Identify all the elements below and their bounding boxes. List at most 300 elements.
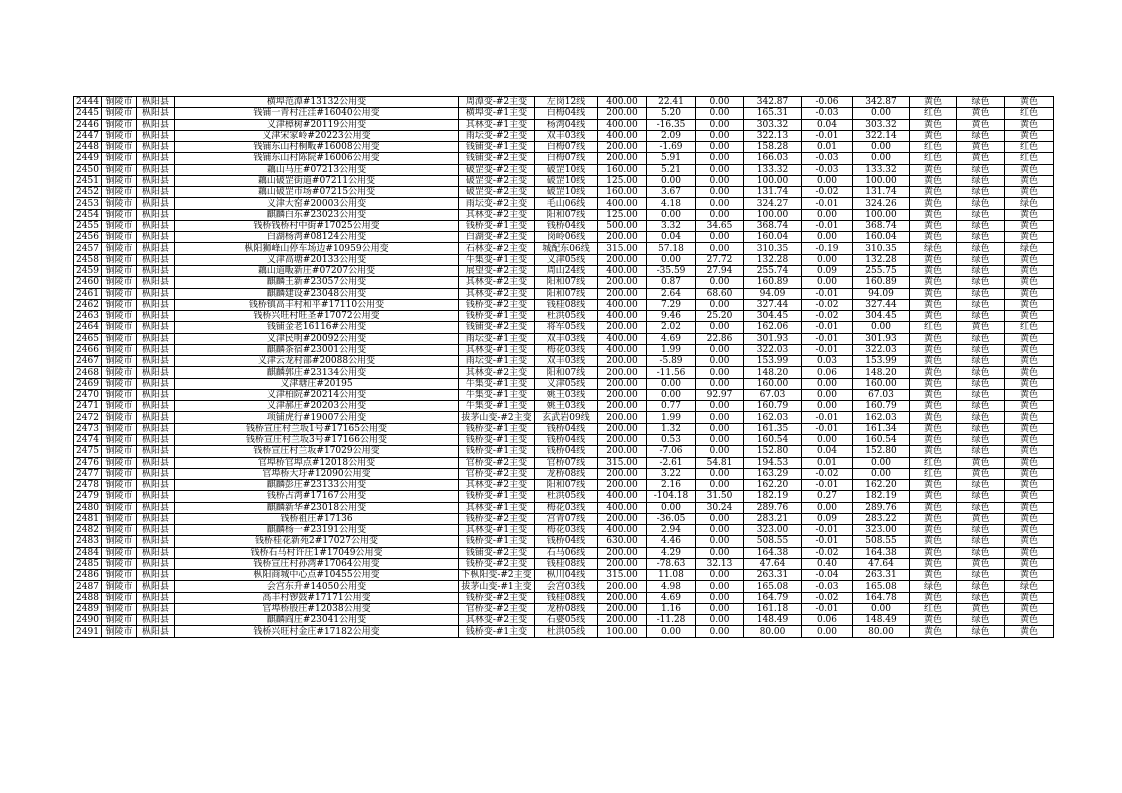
table-row bbox=[74, 491, 1054, 502]
cell-value-b: 0.00 bbox=[696, 513, 744, 524]
cell-row-id: 2458 bbox=[74, 254, 102, 265]
cell-value-a: -11.28 bbox=[647, 615, 696, 626]
cell-status-3: 黄色 bbox=[1005, 513, 1054, 524]
cell-county: 枞阳县 bbox=[137, 389, 175, 400]
table-row bbox=[74, 626, 1054, 637]
cell-status-3: 黄色 bbox=[1005, 603, 1054, 614]
cell-value-d: -0.01 bbox=[802, 333, 853, 344]
cell-transformer-name: 麒麟白东#23023公用变 bbox=[175, 209, 459, 220]
cell-row-id: 2485 bbox=[74, 558, 102, 569]
cell-row-id: 2451 bbox=[74, 175, 102, 186]
cell-feeder: 岗岭06线 bbox=[535, 232, 598, 243]
cell-value-d: -0.01 bbox=[802, 412, 853, 423]
cell-feeder: 周山24线 bbox=[535, 265, 598, 276]
cell-status-2: 绿色 bbox=[957, 570, 1005, 581]
table-row bbox=[74, 130, 1054, 141]
cell-status-1: 黄色 bbox=[910, 367, 957, 378]
cell-status-1: 黄色 bbox=[910, 130, 957, 141]
cell-value-a: 2.64 bbox=[647, 288, 696, 299]
cell-feeder: 姚王03线 bbox=[535, 389, 598, 400]
cell-status-3: 黄色 bbox=[1005, 547, 1054, 558]
cell-value-b: 0.00 bbox=[696, 570, 744, 581]
cell-city: 铜陵市 bbox=[102, 536, 137, 547]
table-row bbox=[74, 502, 1054, 513]
cell-city: 铜陵市 bbox=[102, 389, 137, 400]
cell-value-a: -2.61 bbox=[647, 457, 696, 468]
table-row bbox=[74, 198, 1054, 209]
cell-feeder: 梅花03线 bbox=[535, 502, 598, 513]
cell-transformer-name: 钱桥祖庄#17136 bbox=[175, 513, 459, 524]
cell-value-c: 161.35 bbox=[744, 423, 802, 434]
cell-substation: 雨坛变-#2主变 bbox=[459, 198, 535, 209]
cell-status-3: 黄色 bbox=[1005, 389, 1054, 400]
cell-value-d: -0.03 bbox=[802, 164, 853, 175]
cell-substation: 雨坛变-#2主变 bbox=[459, 130, 535, 141]
cell-value-e: 310.35 bbox=[853, 243, 910, 254]
cell-feeder: 龙桥08线 bbox=[535, 468, 598, 479]
cell-value-c: 322.13 bbox=[744, 130, 802, 141]
cell-status-2: 绿色 bbox=[957, 378, 1005, 389]
cell-status-2: 绿色 bbox=[957, 333, 1005, 344]
table-row bbox=[74, 322, 1054, 333]
table-row bbox=[74, 288, 1054, 299]
cell-county: 枞阳县 bbox=[137, 142, 175, 153]
table-row bbox=[74, 536, 1054, 547]
cell-status-1: 黄色 bbox=[910, 592, 957, 603]
cell-city: 铜陵市 bbox=[102, 412, 137, 423]
cell-row-id: 2448 bbox=[74, 142, 102, 153]
cell-value-b: 0.00 bbox=[696, 277, 744, 288]
cell-feeder: 钱桥04线 bbox=[535, 423, 598, 434]
cell-status-2: 绿色 bbox=[957, 367, 1005, 378]
data-table bbox=[73, 96, 1054, 638]
cell-transformer-name: 钱桥占湾#17167公用变 bbox=[175, 491, 459, 502]
cell-status-1: 黄色 bbox=[910, 198, 957, 209]
table-row bbox=[74, 592, 1054, 603]
cell-substation: 钱铺变-#1主变 bbox=[459, 142, 535, 153]
cell-value-b: 0.00 bbox=[696, 299, 744, 310]
cell-capacity: 315.00 bbox=[598, 570, 647, 581]
cell-value-e: 160.04 bbox=[853, 232, 910, 243]
cell-feeder: 破罡10线 bbox=[535, 164, 598, 175]
cell-status-3: 红色 bbox=[1005, 142, 1054, 153]
cell-value-e: 148.20 bbox=[853, 367, 910, 378]
cell-transformer-name: 钱铺东山村陈院#16006公用变 bbox=[175, 153, 459, 164]
cell-value-e: 67.03 bbox=[853, 389, 910, 400]
cell-value-e: 153.99 bbox=[853, 356, 910, 367]
cell-value-d: 0.04 bbox=[802, 446, 853, 457]
cell-capacity: 200.00 bbox=[598, 254, 647, 265]
cell-feeder: 毛山06线 bbox=[535, 198, 598, 209]
cell-value-e: 131.74 bbox=[853, 187, 910, 198]
cell-city: 铜陵市 bbox=[102, 401, 137, 412]
cell-substation: 钱桥变-#2主变 bbox=[459, 558, 535, 569]
cell-substation: 钱桥变-#1主变 bbox=[459, 536, 535, 547]
cell-substation: 破罡变-#2主变 bbox=[459, 175, 535, 186]
cell-county: 枞阳县 bbox=[137, 277, 175, 288]
cell-transformer-name: 钱桥钱桥村中街#17025公用变 bbox=[175, 220, 459, 231]
cell-value-a: 11.08 bbox=[647, 570, 696, 581]
cell-city: 铜陵市 bbox=[102, 468, 137, 479]
cell-value-a: 3.67 bbox=[647, 187, 696, 198]
cell-value-d: 0.06 bbox=[802, 615, 853, 626]
cell-transformer-name: 钱桥石马村许庄1#17049公用变 bbox=[175, 547, 459, 558]
cell-status-1: 黄色 bbox=[910, 547, 957, 558]
cell-city: 铜陵市 bbox=[102, 277, 137, 288]
cell-value-b: 0.00 bbox=[696, 164, 744, 175]
cell-row-id: 2468 bbox=[74, 367, 102, 378]
cell-feeder: 梅花03线 bbox=[535, 344, 598, 355]
cell-transformer-name: 藕山马庄#07213公用变 bbox=[175, 164, 459, 175]
cell-status-3: 黄色 bbox=[1005, 175, 1054, 186]
cell-status-1: 红色 bbox=[910, 153, 957, 164]
cell-transformer-name: 钱桥宣庄村兰坂3号#17166公用变 bbox=[175, 434, 459, 445]
cell-status-3: 黄色 bbox=[1005, 277, 1054, 288]
cell-substation: 白湖变-#2主变 bbox=[459, 232, 535, 243]
cell-value-c: 162.20 bbox=[744, 480, 802, 491]
cell-substation: 牛集变-#1主变 bbox=[459, 254, 535, 265]
cell-transformer-name: 义津塘庄#20195 bbox=[175, 378, 459, 389]
cell-value-d: -0.02 bbox=[802, 547, 853, 558]
cell-row-id: 2478 bbox=[74, 480, 102, 491]
cell-status-1: 红色 bbox=[910, 142, 957, 153]
cell-row-id: 2477 bbox=[74, 468, 102, 479]
cell-value-a: 4.29 bbox=[647, 547, 696, 558]
cell-value-d: -0.01 bbox=[802, 198, 853, 209]
cell-status-3: 黄色 bbox=[1005, 446, 1054, 457]
cell-value-c: 67.03 bbox=[744, 389, 802, 400]
cell-status-2: 绿色 bbox=[957, 344, 1005, 355]
cell-status-3: 黄色 bbox=[1005, 220, 1054, 231]
cell-row-id: 2464 bbox=[74, 322, 102, 333]
cell-status-3: 黄色 bbox=[1005, 130, 1054, 141]
cell-status-2: 绿色 bbox=[957, 311, 1005, 322]
cell-capacity: 400.00 bbox=[598, 525, 647, 536]
cell-feeder: 义津05线 bbox=[535, 378, 598, 389]
cell-status-3: 绿色 bbox=[1005, 243, 1054, 254]
cell-capacity: 200.00 bbox=[598, 401, 647, 412]
cell-capacity: 200.00 bbox=[598, 513, 647, 524]
cell-status-1: 黄色 bbox=[910, 311, 957, 322]
cell-transformer-name: 枞阳商城中心点#10455公用变 bbox=[175, 570, 459, 581]
cell-county: 枞阳县 bbox=[137, 119, 175, 130]
cell-row-id: 2472 bbox=[74, 412, 102, 423]
cell-substation: 钱桥变-#1主变 bbox=[459, 423, 535, 434]
cell-value-d: 0.09 bbox=[802, 513, 853, 524]
cell-value-d: 0.00 bbox=[802, 434, 853, 445]
cell-county: 枞阳县 bbox=[137, 423, 175, 434]
cell-transformer-name: 义津郝庄#20203公用变 bbox=[175, 401, 459, 412]
cell-county: 枞阳县 bbox=[137, 592, 175, 603]
cell-status-1: 黄色 bbox=[910, 175, 957, 186]
cell-status-3: 黄色 bbox=[1005, 502, 1054, 513]
cell-status-1: 绿色 bbox=[910, 581, 957, 592]
cell-value-c: 165.31 bbox=[744, 108, 802, 119]
cell-value-a: 0.00 bbox=[647, 389, 696, 400]
cell-status-1: 黄色 bbox=[910, 412, 957, 423]
cell-value-c: 301.93 bbox=[744, 333, 802, 344]
cell-status-1: 黄色 bbox=[910, 299, 957, 310]
cell-value-b: 22.86 bbox=[696, 333, 744, 344]
cell-status-3: 黄色 bbox=[1005, 288, 1054, 299]
cell-row-id: 2453 bbox=[74, 198, 102, 209]
cell-status-3: 黄色 bbox=[1005, 412, 1054, 423]
cell-transformer-name: 钱铺金老16116#公用变 bbox=[175, 322, 459, 333]
cell-transformer-name: 高丰村锣鼓#17171公用变 bbox=[175, 592, 459, 603]
cell-status-3: 黄色 bbox=[1005, 615, 1054, 626]
cell-value-e: 100.00 bbox=[853, 209, 910, 220]
cell-status-3: 黄色 bbox=[1005, 570, 1054, 581]
cell-county: 枞阳县 bbox=[137, 220, 175, 231]
cell-county: 枞阳县 bbox=[137, 243, 175, 254]
cell-value-e: 182.19 bbox=[853, 491, 910, 502]
cell-transformer-name: 藕山破罡市场#07215公用变 bbox=[175, 187, 459, 198]
cell-city: 铜陵市 bbox=[102, 265, 137, 276]
cell-value-e: 322.14 bbox=[853, 130, 910, 141]
cell-value-e: 160.54 bbox=[853, 434, 910, 445]
cell-value-d: 0.00 bbox=[802, 389, 853, 400]
cell-city: 铜陵市 bbox=[102, 322, 137, 333]
cell-capacity: 315.00 bbox=[598, 243, 647, 254]
cell-substation: 其林变-#2主变 bbox=[459, 209, 535, 220]
cell-county: 枞阳县 bbox=[137, 502, 175, 513]
cell-city: 铜陵市 bbox=[102, 513, 137, 524]
cell-transformer-name: 项铺虎行#19007公用变 bbox=[175, 412, 459, 423]
cell-value-a: 3.22 bbox=[647, 468, 696, 479]
cell-value-d: -0.02 bbox=[802, 468, 853, 479]
cell-value-d: -0.03 bbox=[802, 581, 853, 592]
cell-capacity: 200.00 bbox=[598, 480, 647, 491]
cell-capacity: 400.00 bbox=[598, 97, 647, 108]
table-row bbox=[74, 108, 1054, 119]
cell-capacity: 400.00 bbox=[598, 130, 647, 141]
cell-capacity: 200.00 bbox=[598, 434, 647, 445]
cell-feeder: 枞川04线 bbox=[535, 570, 598, 581]
cell-status-1: 黄色 bbox=[910, 401, 957, 412]
cell-county: 枞阳县 bbox=[137, 412, 175, 423]
cell-value-c: 165.08 bbox=[744, 581, 802, 592]
cell-status-1: 绿色 bbox=[910, 243, 957, 254]
cell-value-d: -0.01 bbox=[802, 423, 853, 434]
cell-value-d: -0.02 bbox=[802, 592, 853, 603]
cell-capacity: 400.00 bbox=[598, 119, 647, 130]
cell-feeder: 钱桂08线 bbox=[535, 558, 598, 569]
cell-substation: 其林变-#1主变 bbox=[459, 502, 535, 513]
cell-value-c: 182.19 bbox=[744, 491, 802, 502]
cell-value-a: 0.53 bbox=[647, 434, 696, 445]
cell-value-e: 161.34 bbox=[853, 423, 910, 434]
cell-value-e: 0.00 bbox=[853, 457, 910, 468]
cell-status-2: 绿色 bbox=[957, 299, 1005, 310]
cell-value-b: 0.00 bbox=[696, 480, 744, 491]
cell-substation: 其林变-#2主变 bbox=[459, 288, 535, 299]
cell-row-id: 2469 bbox=[74, 378, 102, 389]
cell-substation: 其林变-#2主变 bbox=[459, 480, 535, 491]
cell-value-c: 160.00 bbox=[744, 378, 802, 389]
cell-row-id: 2486 bbox=[74, 570, 102, 581]
table-row bbox=[74, 119, 1054, 130]
cell-city: 铜陵市 bbox=[102, 232, 137, 243]
cell-status-3: 黄色 bbox=[1005, 311, 1054, 322]
cell-value-e: 162.03 bbox=[853, 412, 910, 423]
cell-value-d: 0.00 bbox=[802, 401, 853, 412]
cell-row-id: 2474 bbox=[74, 434, 102, 445]
cell-transformer-name: 钱铺东山村桐畈#16008公用变 bbox=[175, 142, 459, 153]
cell-value-d: 0.40 bbox=[802, 558, 853, 569]
cell-value-d: -0.01 bbox=[802, 536, 853, 547]
cell-status-2: 黄色 bbox=[957, 457, 1005, 468]
cell-value-e: 301.93 bbox=[853, 333, 910, 344]
cell-value-e: 508.55 bbox=[853, 536, 910, 547]
cell-substation: 钱桥变-#1主变 bbox=[459, 446, 535, 457]
cell-value-b: 0.00 bbox=[696, 97, 744, 108]
cell-capacity: 400.00 bbox=[598, 198, 647, 209]
table-row bbox=[74, 581, 1054, 592]
cell-value-e: 0.00 bbox=[853, 603, 910, 614]
cell-status-1: 黄色 bbox=[910, 333, 957, 344]
cell-status-2: 黄色 bbox=[957, 603, 1005, 614]
cell-value-a: 57.18 bbox=[647, 243, 696, 254]
cell-value-b: 0.00 bbox=[696, 175, 744, 186]
cell-transformer-name: 麒麟彭庄#23133公用变 bbox=[175, 480, 459, 491]
cell-transformer-name: 义津大窑#20003公用变 bbox=[175, 198, 459, 209]
cell-value-b: 0.00 bbox=[696, 378, 744, 389]
cell-value-b: 0.00 bbox=[696, 592, 744, 603]
cell-value-e: 148.49 bbox=[853, 615, 910, 626]
table-row bbox=[74, 480, 1054, 491]
cell-value-e: 324.26 bbox=[853, 198, 910, 209]
cell-capacity: 200.00 bbox=[598, 322, 647, 333]
table-row bbox=[74, 254, 1054, 265]
cell-county: 枞阳县 bbox=[137, 356, 175, 367]
table-row bbox=[74, 423, 1054, 434]
cell-feeder: 将军05线 bbox=[535, 322, 598, 333]
cell-status-2: 绿色 bbox=[957, 547, 1005, 558]
cell-value-e: 263.31 bbox=[853, 570, 910, 581]
cell-value-a: 5.91 bbox=[647, 153, 696, 164]
cell-feeder: 城配东06线 bbox=[535, 243, 598, 254]
cell-value-c: 161.18 bbox=[744, 603, 802, 614]
cell-feeder: 姚王03线 bbox=[535, 401, 598, 412]
cell-value-a: 0.00 bbox=[647, 378, 696, 389]
cell-status-2: 绿色 bbox=[957, 423, 1005, 434]
table-row bbox=[74, 187, 1054, 198]
cell-city: 铜陵市 bbox=[102, 480, 137, 491]
cell-county: 枞阳县 bbox=[137, 446, 175, 457]
cell-substation: 下枞阳变-#2主变 bbox=[459, 570, 535, 581]
cell-city: 铜陵市 bbox=[102, 525, 137, 536]
cell-feeder: 杜洪05线 bbox=[535, 491, 598, 502]
cell-county: 枞阳县 bbox=[137, 288, 175, 299]
cell-row-id: 2444 bbox=[74, 97, 102, 108]
cell-feeder: 双丰03线 bbox=[535, 333, 598, 344]
cell-value-c: 303.32 bbox=[744, 119, 802, 130]
cell-status-1: 黄色 bbox=[910, 423, 957, 434]
cell-county: 枞阳县 bbox=[137, 322, 175, 333]
cell-status-3: 黄色 bbox=[1005, 209, 1054, 220]
cell-substation: 钱桥变-#1主变 bbox=[459, 220, 535, 231]
cell-status-3: 黄色 bbox=[1005, 468, 1054, 479]
cell-transformer-name: 钱桥兴旺村金庄#17182公用变 bbox=[175, 626, 459, 637]
cell-capacity: 200.00 bbox=[598, 367, 647, 378]
cell-value-c: 304.45 bbox=[744, 311, 802, 322]
cell-status-2: 绿色 bbox=[957, 254, 1005, 265]
cell-value-a: 4.98 bbox=[647, 581, 696, 592]
table-row bbox=[74, 220, 1054, 231]
cell-value-e: 303.32 bbox=[853, 119, 910, 130]
cell-county: 枞阳县 bbox=[137, 175, 175, 186]
cell-value-a: 2.94 bbox=[647, 525, 696, 536]
cell-value-a: 4.69 bbox=[647, 592, 696, 603]
cell-county: 枞阳县 bbox=[137, 311, 175, 322]
table-row bbox=[74, 389, 1054, 400]
cell-city: 铜陵市 bbox=[102, 97, 137, 108]
cell-row-id: 2482 bbox=[74, 525, 102, 536]
cell-substation: 钱桥变-#1主变 bbox=[459, 491, 535, 502]
cell-transformer-name: 义津云龙村部#20088公用变 bbox=[175, 356, 459, 367]
cell-status-3: 绿色 bbox=[1005, 581, 1054, 592]
cell-substation: 拔茅山变-#1主变 bbox=[459, 581, 535, 592]
cell-value-d: -0.04 bbox=[802, 570, 853, 581]
cell-county: 枞阳县 bbox=[137, 513, 175, 524]
cell-status-2: 绿色 bbox=[957, 502, 1005, 513]
cell-city: 铜陵市 bbox=[102, 243, 137, 254]
cell-transformer-name: 枞阳狮峰山停车场边#10959公用变 bbox=[175, 243, 459, 254]
cell-feeder: 阳和07线 bbox=[535, 209, 598, 220]
cell-substation: 钱桥变-#1主变 bbox=[459, 434, 535, 445]
cell-value-c: 80.00 bbox=[744, 626, 802, 637]
cell-row-id: 2487 bbox=[74, 581, 102, 592]
table-row bbox=[74, 333, 1054, 344]
table-row bbox=[74, 525, 1054, 536]
cell-value-c: 153.99 bbox=[744, 356, 802, 367]
cell-status-2: 绿色 bbox=[957, 581, 1005, 592]
cell-status-2: 绿色 bbox=[957, 209, 1005, 220]
cell-capacity: 400.00 bbox=[598, 502, 647, 513]
cell-status-2: 绿色 bbox=[957, 175, 1005, 186]
cell-capacity: 630.00 bbox=[598, 536, 647, 547]
cell-capacity: 200.00 bbox=[598, 558, 647, 569]
cell-feeder: 白梅04线 bbox=[535, 108, 598, 119]
cell-county: 枞阳县 bbox=[137, 187, 175, 198]
cell-transformer-name: 义津柏院#20214公用变 bbox=[175, 389, 459, 400]
cell-capacity: 160.00 bbox=[598, 187, 647, 198]
cell-row-id: 2456 bbox=[74, 232, 102, 243]
cell-city: 铜陵市 bbox=[102, 592, 137, 603]
cell-value-b: 27.94 bbox=[696, 265, 744, 276]
cell-value-b: 0.00 bbox=[696, 536, 744, 547]
cell-value-a: 4.46 bbox=[647, 536, 696, 547]
cell-city: 铜陵市 bbox=[102, 153, 137, 164]
cell-value-c: 324.27 bbox=[744, 198, 802, 209]
cell-status-2: 绿色 bbox=[957, 288, 1005, 299]
cell-transformer-name: 义津宋家岭#20223公用变 bbox=[175, 130, 459, 141]
cell-status-2: 绿色 bbox=[957, 265, 1005, 276]
cell-value-e: 368.74 bbox=[853, 220, 910, 231]
cell-capacity: 200.00 bbox=[598, 423, 647, 434]
cell-value-b: 31.50 bbox=[696, 491, 744, 502]
cell-value-e: 164.38 bbox=[853, 547, 910, 558]
cell-capacity: 500.00 bbox=[598, 220, 647, 231]
cell-value-d: -0.02 bbox=[802, 311, 853, 322]
cell-value-b: 0.00 bbox=[696, 232, 744, 243]
cell-value-e: 164.78 bbox=[853, 592, 910, 603]
table-row bbox=[74, 547, 1054, 558]
cell-feeder: 杜洪05线 bbox=[535, 311, 598, 322]
cell-capacity: 200.00 bbox=[598, 288, 647, 299]
cell-city: 铜陵市 bbox=[102, 187, 137, 198]
cell-county: 枞阳县 bbox=[137, 198, 175, 209]
